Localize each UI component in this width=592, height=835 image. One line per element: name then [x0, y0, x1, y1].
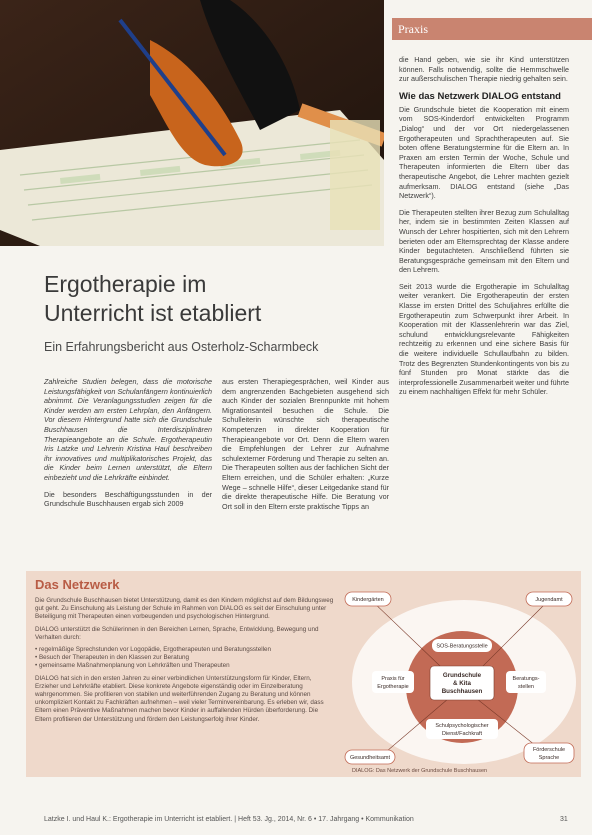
- node-center-line1: Grundschule: [442, 672, 482, 679]
- node-praxis-line2: Ergotherapie: [377, 684, 409, 690]
- article-paragraph: Die Grundschule bietet die Kooperation mit einem vom SOS-Kinderdorf entwickelten Programm „Dialog“ und der vor Ort niedergelassenen Ergotherapeuten und Sprachtherapeuten auf. Sie boten offene Beratungstermine für die Eltern an. In Praxen am ersten Termin der Woche, Schule und Therapeuten informierten die Eltern über das therapeutische Angebot, die Lehrer machten gezielt aufmerksam. DIALOG entstand (siehe „Das Netzwerk“).: [399, 104, 569, 201]
- network-diagram: [340, 577, 580, 772]
- article-column-2: [222, 377, 389, 518]
- node-schulpsych-line2: Dienst/Fachkraft: [441, 731, 483, 737]
- network-paragraph: DIALOG hat sich in den ersten Jahren zu einer verbindlichen Unterstützungsform für Kinder, Eltern, Erzieher und Lehrkräfte etabliert. Diese konkrete Angebote eigenständig oder im Einzelberatung wahrgenommen. Sie profitieren von stabilen und weiterführenden Zugang zu Beratung und können unkompliziert Kontakt zu Fachkräften aufnehmen – weil vieler Terminvereinbarung. Es erleben wir, dass Eltern einen Präventive Maßnahmen machen bevor Kinder in auffallenden Hürden überforderung. Die Eltern profitieren der Unterstützung und fördern den Leistungserfolg ihrer Kinder.: [35, 674, 324, 723]
- node-sos-label: SOS-Beratungsstelle: [436, 643, 488, 650]
- node-praxis-line1: Praxis für: [381, 676, 405, 682]
- article-subheading: Wie das Netzwerk DIALOG entstand: [399, 90, 561, 102]
- network-bullet: • regelmäßige Sprechstunden vor Logopädie, Ergotherapeuten und Beratungsstellen: [35, 646, 272, 654]
- node-schulpsych-line1: Schulpsychologischer: [435, 723, 489, 729]
- diagram-caption: DIALOG: Das Netzwerk der Grundschule Buschhausen: [352, 768, 488, 774]
- network-bullet: • gemeinsame Maßnahmenplanung von Lehrkräften und Therapeuten: [35, 662, 230, 670]
- article-subtitle: Ein Erfahrungsbericht aus Osterholz-Scharmbeck: [44, 340, 319, 354]
- node-gesundheitsamt-label: Gesundheitsamt: [349, 755, 391, 761]
- network-text: [35, 597, 335, 728]
- network-paragraph: Die Grundschule Buschhausen bietet Unterstützung, damit es den Kindern möglichst auf dem Bildungsweg gut geht. Zu Einschulung als Leistung der Schule im Rahmen von DIALOG es seit der Einschulung unter Beteiligung mit Therapeuten einen vorbeugenden und psychologischen Hintergrund.: [35, 597, 334, 621]
- article-title: [44, 270, 374, 328]
- node-foerderschule-line2: Sprache: [538, 755, 560, 761]
- node-center-line3: Buschhausen: [441, 688, 483, 695]
- node-beratung-line1: Beratungs-: [512, 676, 540, 682]
- article-title-line1: Ergotherapie im: [44, 271, 207, 297]
- article-paragraph: Die Therapeuten stellten ihrer Bezug zum Schulalltag her, indem sie in bestimmten Zeiten Klassen auf Wunsch der Lehrer hospitierten, sich mit den Lehrern berieten oder am Elternsprechtag der Klasse andere Kinder begutachteten. Anschließend führten sie Beratungsgespräche gemeinsam mit den Eltern und den Lehrern.: [399, 207, 569, 275]
- article-paragraph: Die besonders Beschäftigungsstunden in der Grundschule Buschhausen ergab sich 2009: [44, 489, 212, 509]
- handwriting-photo-illustration: [0, 0, 384, 246]
- network-bullet: • Besuch der Therapeuten in den Klassen zur Beratung: [35, 654, 190, 662]
- node-foerderschule-line1: Förderschule: [532, 747, 566, 753]
- article-paragraph: aus ersten Therapiegesprächen, weil Kinder aus dem angrenzenden Bachgebieten ausgehend sich auch Kinder der sozialen Brennpunkte mit hohem Migrationsanteil besuchen die Schule. Die Schulleiterin wünschte sich therapeutische Kompetenzen in direkter Kooperation für Therapieangebote vor Ort. Denn die Eltern waren die Empfehlungen der Lehrer zur Aufnahme schulexterner Förderung und Therapie zu selten an. Die Therapeuten sollten aus der fachlichen Sicht der Eltern erreichen, und die Schüler erhalten: „Kurze Wege – schnelle Hilfe“, dieser Leitgedanke stand für die direkte therapeutische Hilfe. Die Beratung vor Ort soll in den Eltern erste praktische Tipps an: [222, 377, 389, 511]
- section-tag: Praxis: [392, 18, 592, 40]
- network-title: Das Netzwerk: [35, 577, 120, 592]
- page-number: 31: [560, 816, 568, 823]
- article-column-3: [399, 55, 569, 404]
- node-jugendamt-label: Jugendamt: [535, 597, 563, 603]
- node-beratung-line2: stellen: [518, 684, 534, 690]
- node-kindergaerten-label: Kindergärten: [352, 597, 384, 603]
- article-paragraph: Seit 2013 wurde die Ergotherapie im Schulalltag weiter verankert. Die Ergotherapeutin der ersten Klasse im ersten Drittel des Schuljahres erfüllte die Ergotherapeutin zum Schwerpunkt ihrer Arbeit. In Kooperation mit der Klassenlehrerin war das Ziel, schulund entwicklungsrelevante Fähigkeiten rechtzeitig zu erkennen und eine sichere Basis für die weitere individuelle Schullaufbahn zu bilden. Trotz des Begrenzten Stundenkontingents von bis zu fünf Stunden pro Monat stärkte das die interprofessionelle Zusammenarbeit weiter und führte zu einem nachhaltigen Effekt für mehr Schüler.: [399, 281, 569, 397]
- article-title-line2: Unterricht ist etabliert: [44, 300, 262, 326]
- hero-photo: [0, 0, 384, 246]
- node-center-line2: & Kita: [453, 680, 471, 687]
- network-paragraph: DIALOG unterstützt die Schülerinnen in den Bereichen Lernen, Sprache, Entwicklung, Bewegung und Verhalten durch:: [35, 625, 319, 641]
- footer-citation: Latzke I. und Haul K.: Ergotherapie im Unterricht ist etabliert. | Heft 53. Jg., 2014, Nr. 6 • 17. Jahrgang • Kommunikation: [44, 816, 414, 823]
- article-column-1: [44, 377, 212, 516]
- article-intro: Zahlreiche Studien belegen, dass die motorische Leistungsfähigkeit von Schulanfängern kontinuierlich abnimmt. Die Veranlagungsstudien zeigen für die Kinder werden am ersten Lehrplan, den Anfängern. Vor diesem Hintergrund hatte sich die Grundschule Buschhausen die Interdisziplinären Therapieangebote an die Schule. Ergotherapeutin Iris Latzke und Lehrerin Kristina Haul beschreiben ihr innovatives und multiplikatorisches Projekt, das die Kinder beim Lernen unterstützt, die Eltern einbezieht und die Lehrkräfte einbindet.: [44, 377, 212, 482]
- article-paragraph: die Hand geben, wie sie ihr Kind unterstützen können. Falls notwendig, sollte die Hemmschwelle zur außerschulischen Therapie niedrig gehalten sein.: [399, 55, 569, 84]
